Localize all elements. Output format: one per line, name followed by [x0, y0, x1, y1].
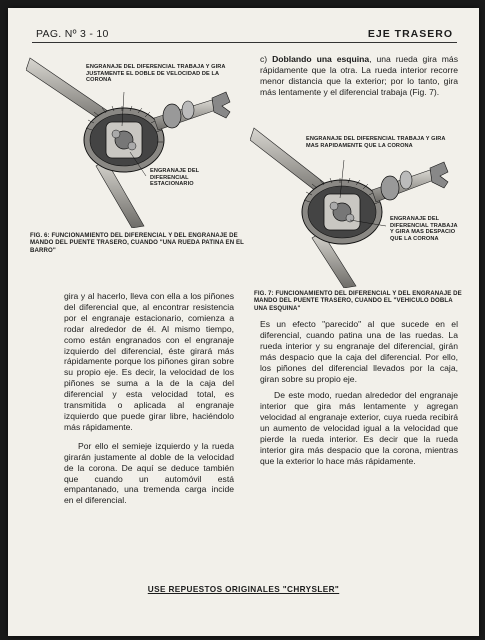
fig6-callout-stationary-gear: ENGRANAJE DEL DIFERENCIAL ESTACIONARIO	[150, 168, 200, 188]
left-paragraph-2: Por ello el semieje izquierdo y la rueda girarán justamente al doble de la velocidad de la corona. De aquí se deduce también que cuando un automóvil está empantanado, una tremenda carga incide en el diferencial.	[64, 440, 234, 506]
right-column-top	[260, 54, 458, 104]
list-marker: c)	[260, 54, 268, 64]
fig6-callout-working-gear: ENGRANAJE DEL DIFERENCIAL TRABAJA Y GIRA JUSTAMENTE EL DOBLE DE VELOCIDAD DE LA CORONA	[86, 64, 226, 84]
footer-notice: USE REPUESTOS ORIGINALES "CHRYSLER"	[147, 585, 340, 594]
right-column-text	[260, 319, 458, 473]
manual-page	[8, 8, 479, 636]
left-column-text	[64, 291, 234, 512]
right-paragraph-2: Es un efecto "parecido" al que sucede en el diferencial, cuando patina una de las ruedas. La rueda interior y su engranaje del diferencial, girán más despacio que la caja del diferencial. Por ello, los piñones del diferencial llevados por la caja, giran sobre su propio eje.	[260, 319, 458, 384]
right-paragraph-3: De este modo, ruedan alrededor del engranaje interior que gira más lentamente y agregan velocidad al engranaje exterior, cuya rueda recibirá un aumento de velocidad igual a la velocidad que pierde la rueda interior. Es decir que la rueda interior gira más despacio que la corona, mientras que la exterior lo hace más rápidamente.	[260, 390, 458, 466]
paragraph-corner-text: , una rueda gira más rápidamente que la otra. La rueda interior recorre menor distancia que la exterior; por lo tanto, gira más lentamente y el diferencial trabaja (Fig. 7).	[260, 54, 458, 97]
figure-7-illustration	[250, 120, 468, 288]
figure-6-illustration	[26, 48, 241, 228]
paragraph-corner	[260, 54, 458, 98]
fig7-caption: FIG. 7: FUNCIONAMIENTO DEL DIFERENCIAL Y DEL ENGRANAJE DE MANDO DEL PUENTE TRASERO, CUANDO EL "VEHICULO DOBLA UNA ESQUINA"	[254, 290, 462, 312]
lead-heading: Doblando una esquina	[272, 54, 370, 64]
left-paragraph-1: gira y al hacerlo, lleva con ella a los piñones del diferencial que, al encontrar resistencia por el engranaje estacionario, comienza a rodar alrededor de él. Al mismo tiempo, como están engranados con el engranaje izquierdo del diferencial, éste girará más rápidamente porque los piñones giran sobre su propio eje. Es decir, la velocidad de los piñones se suma a la de la caja del diferencial y esta velocidad total, es transmitida o aplicada al engranaje izquierdo que puede girar libre, haciéndolo más rápidamente.	[64, 291, 234, 432]
fig7-callout-slower-gear: ENGRANAJE DEL DIFERENCIAL TRABAJA Y GIRA MAS DESPACIO QUE LA CORONA	[390, 216, 458, 242]
fig6-caption: FIG. 6: FUNCIONAMIENTO DEL DIFERENCIAL Y DEL ENGRANAJE DE MANDO DEL PUENTE TRASERO, CUANDO "UNA RUEDA PATINA EN EL BARRO"	[30, 232, 244, 254]
section-title: EJE TRASERO	[367, 28, 453, 40]
fig7-callout-faster-gear: ENGRANAJE DEL DIFERENCIAL TRABAJA Y GIRA MAS RAPIDAMENTE QUE LA CORONA	[306, 136, 446, 149]
page-number: PAG. Nº 3 - 10	[36, 28, 109, 40]
header-rule	[32, 42, 457, 43]
